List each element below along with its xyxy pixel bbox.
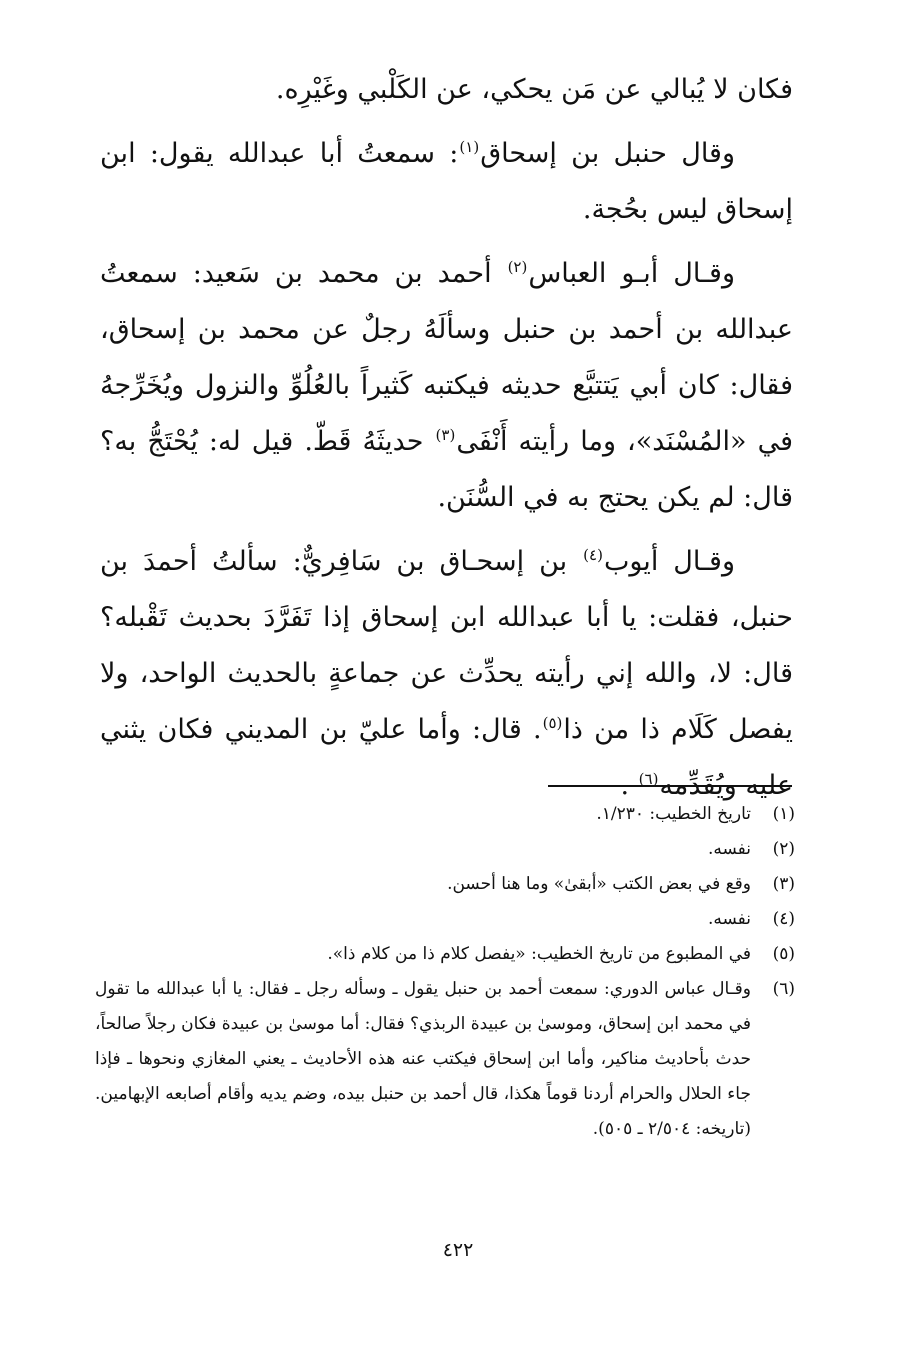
footnote-number: (٣): [772, 874, 795, 894]
footnote-text: نفسه.: [707, 839, 751, 859]
body-text: .: [620, 770, 638, 801]
body-text: وقـال أبـو العباس: [528, 258, 735, 289]
footnote-item: [95, 972, 795, 1147]
footnote-reference: (٤): [583, 546, 603, 564]
page-number: ٤٢٢: [442, 1239, 474, 1261]
footnote-text: وقع في بعض الكتب «أبقىٰ» وما هنا أحسن.: [447, 874, 751, 894]
footnote-reference: (٥): [542, 714, 563, 732]
footnote-item: [95, 867, 795, 902]
body-text: وقال حنبل بن إسحاق: [480, 138, 735, 169]
footnote-text: نفسه.: [707, 909, 751, 929]
body-text: بن إسحـاق بن سَافِريٌّ: سألتُ أحمدَ بن حنبل، فقلت: يا أبا عبدالله ابن إسحاق إذا تَفَرَّدَ بحديث تَقْبله؟ قال: لا، والله إني رأيته يحدِّث عن جماعةٍ بالحديث الواحد، ولا يفصل كَلَام ذا من ذا: [100, 546, 793, 745]
body-paragraph: [100, 126, 793, 238]
footnote-number: (١): [772, 804, 795, 824]
footnote-number: (٦): [772, 979, 795, 999]
footnote-text: في المطبوع من تاريخ الخطيب: «يفصل كلام ذا من كلام ذا».: [327, 944, 751, 964]
body-text: حديثَهُ قَطّ. قيل له: يُحْتَجُّ به؟ قال: لم يكن يحتج به في السُّنَن.: [100, 426, 793, 513]
main-text: [100, 62, 793, 822]
body-text: فكان لا يُبالي عن مَن يحكي، عن الكَلْبي وغَيْرِه.: [275, 74, 793, 105]
footnote-reference: (٢): [507, 258, 528, 276]
footnote-item: [95, 937, 795, 972]
footnotes: [95, 797, 795, 1147]
footnote-reference: (٦): [638, 770, 659, 788]
footnote-number: (٤): [772, 909, 795, 929]
body-text: وقـال أيوب: [603, 546, 735, 577]
footnote-separator: [548, 785, 792, 787]
body-paragraph: [100, 246, 793, 526]
body-text: . قال: وأما عليّ بن المديني فكان يثني عليه ويُقَدِّمه: [100, 714, 793, 801]
footnote-number: (٢): [772, 839, 795, 859]
body-paragraph: [100, 62, 793, 118]
footnote-reference: (١): [459, 138, 480, 156]
footnote-item: [95, 797, 795, 832]
body-text: : سمعتُ أبا عبدالله يقول: ابن إسحاق ليس بحُجة.: [100, 138, 793, 225]
body-text: أحمد بن محمد بن سَعيد: سمعتُ عبدالله بن أحمد بن حنبل وسألَهُ رجلٌ عن محمد بن إسحاق، فقال: كان أبي يَتتبَّع حديثه فيكتبه كَثيراً بالعُلُوِّ والنزول ويُخَرِّجهُ في «المُسْنَد»، وما رأيته أَنْفَى: [100, 258, 793, 457]
footnote-text: وقـال عباس الدوري: سمعت أحمد بن حنبل يقول ـ وسأله رجل ـ فقال: يا أبا عبدالله ما تقول في محمد ابن إسحاق، وموسىٰ بن عبيدة الربذي؟ فقال: أما موسىٰ بن عبيدة فكان رجلاً صالحاً، حدث بأحاديث مناكير، وأما ابن إسحاق فيكتب عنه هذه الأحاديث ـ يعني المغازي ونحوها ـ فإذا جاء الحلال والحرام أردنا قوماً هكذا، قال أحمد بن حنبل بيده، وضم يديه وأقام أصابعه الإبهامين. (تاريخه: ٢/٥٠٤ ـ ٥٠٥).: [95, 979, 751, 1139]
footnote-item: [95, 902, 795, 937]
footnote-reference: (٣): [435, 426, 456, 444]
footnote-number: (٥): [772, 944, 795, 964]
body-paragraph: [100, 534, 793, 814]
footnote-item: [95, 832, 795, 867]
footnote-text: تاريخ الخطيب: ١/٢٣٠.: [596, 804, 751, 824]
